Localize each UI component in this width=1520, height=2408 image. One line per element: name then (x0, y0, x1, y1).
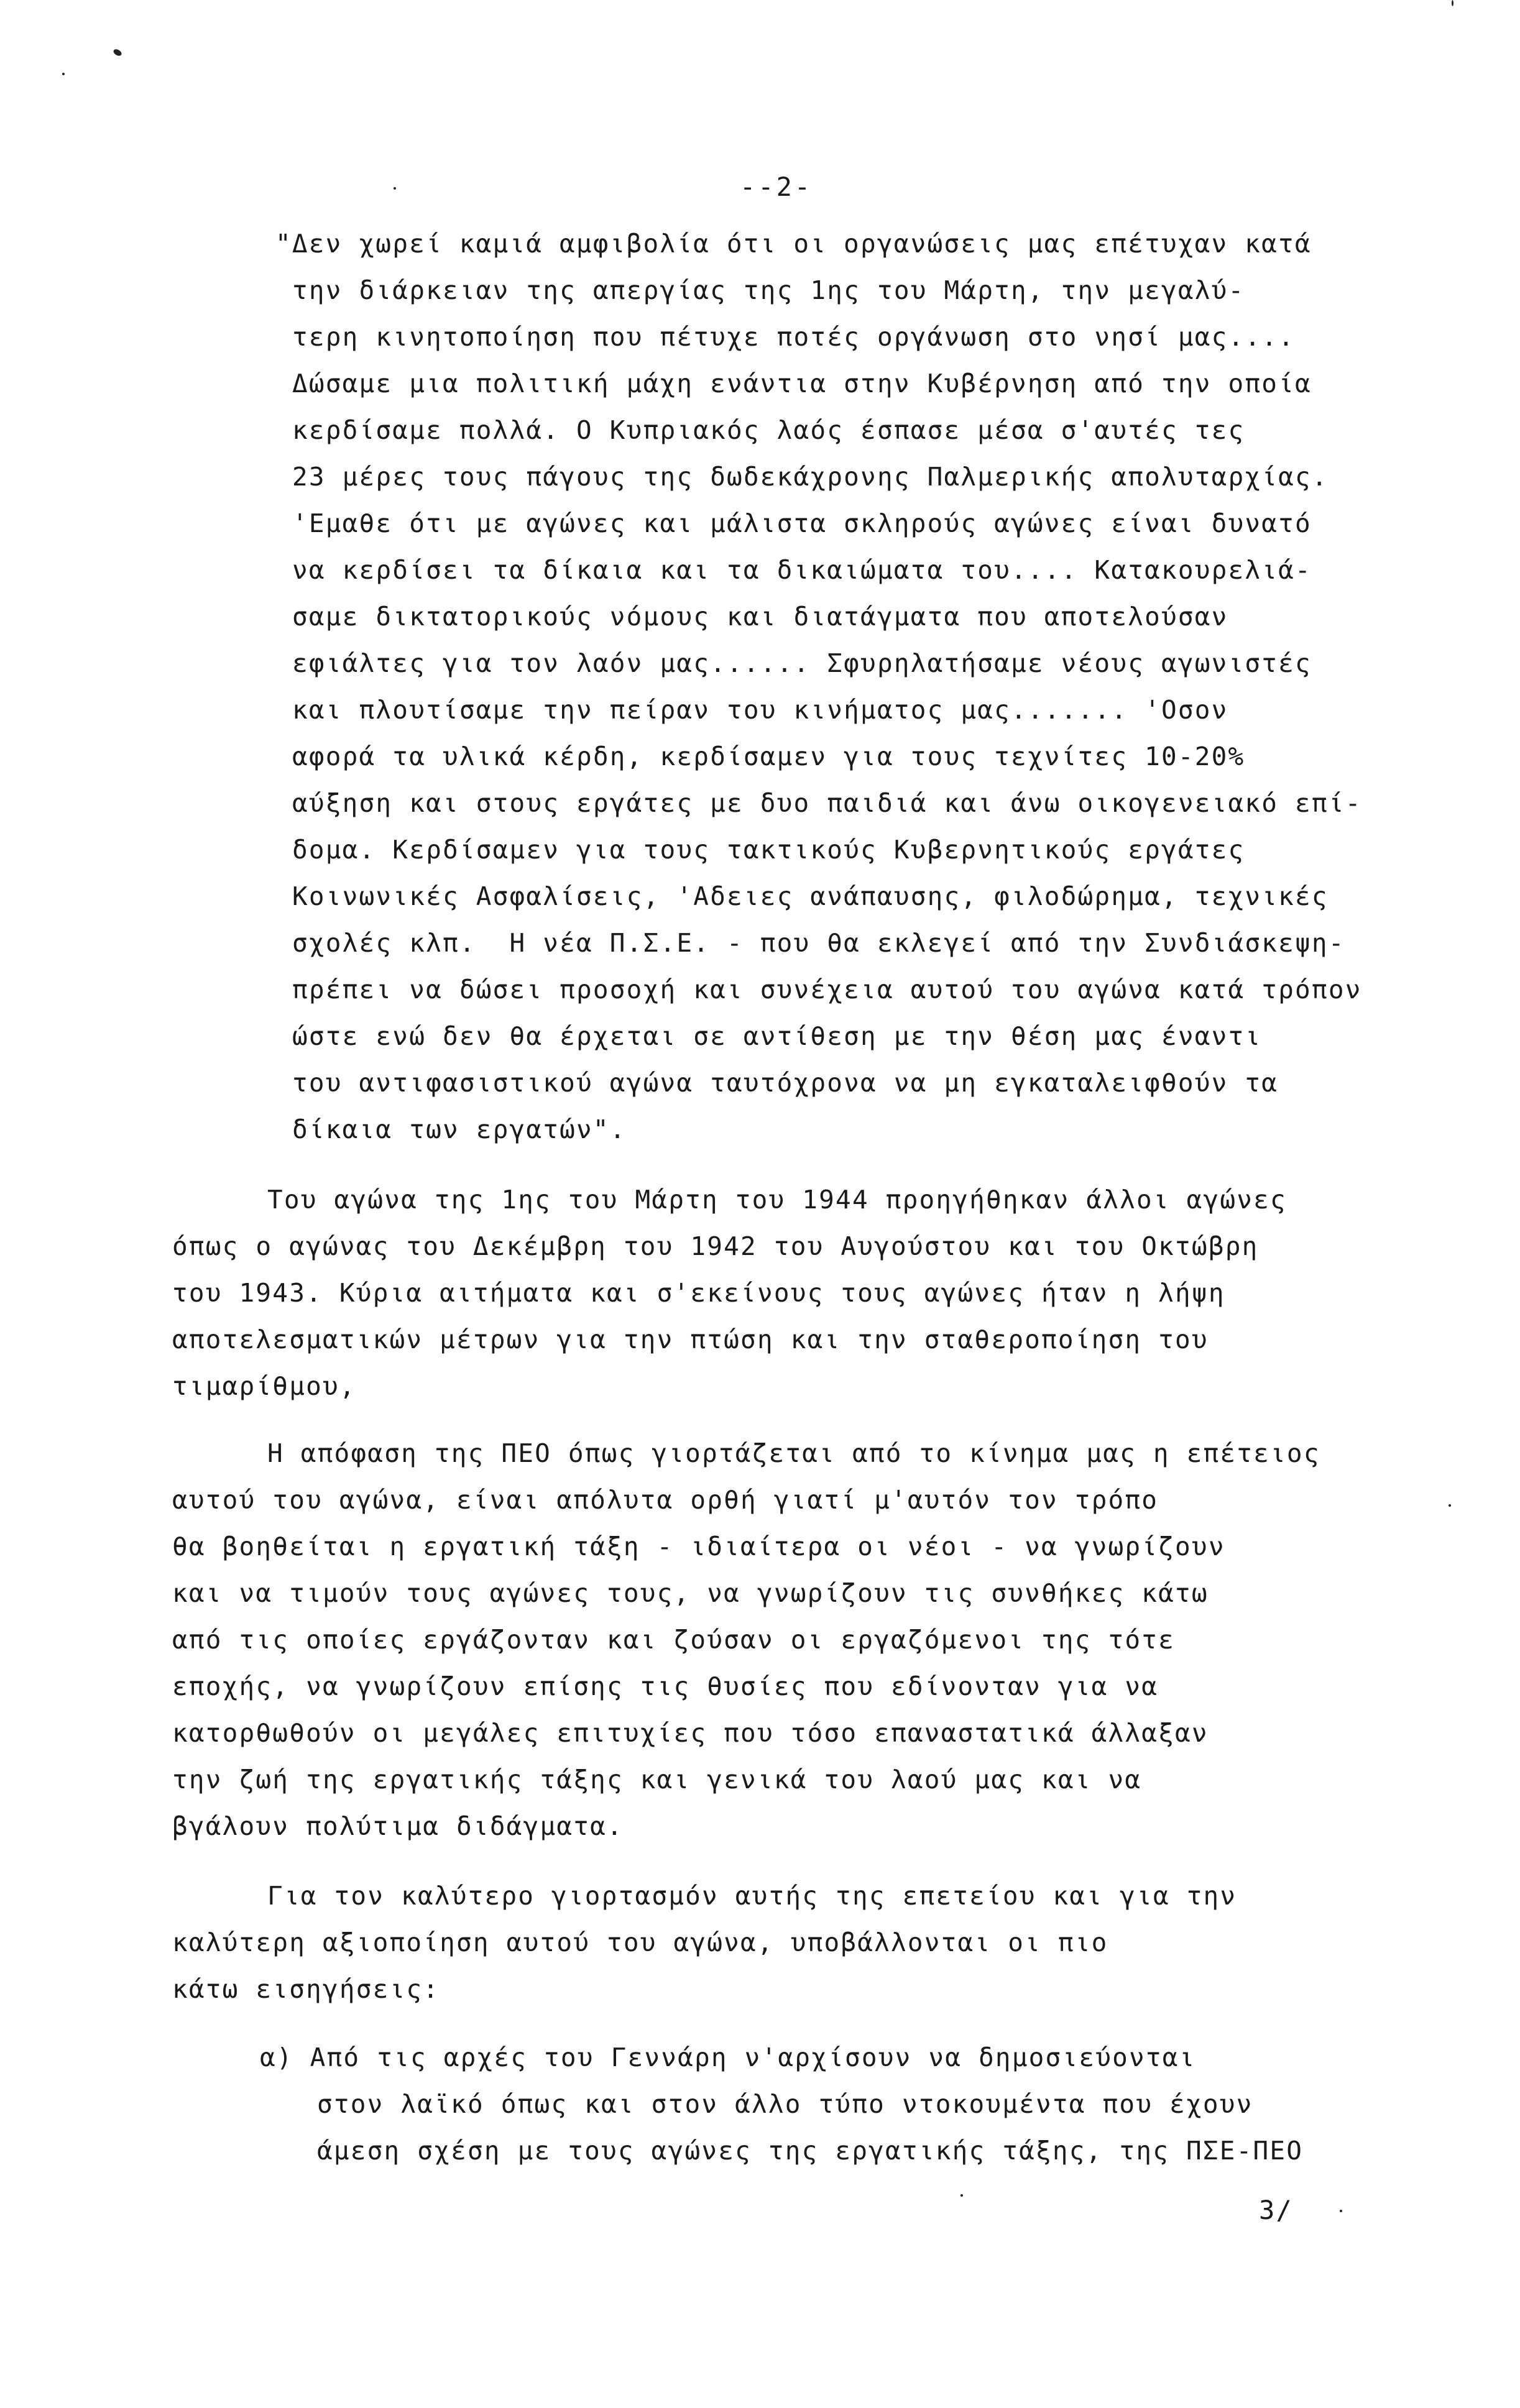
quote-line: να κερδίσει τα δίκαια και τα δικαιώματα του.... Κατακουρελιά- (292, 555, 1312, 585)
quote-line: σαμε δικτατορικούς νόμους και διατάγματα που αποτελούσαν (292, 602, 1228, 632)
paragraph-line: αυτού του αγώνα, είναι απόλυτα ορθή γιατί μ'αυτόν τον τρόπο (172, 1485, 1159, 1515)
quote-line: του αντιφασιστικού αγώνα ταυτόχρονα να μη εγκαταλειφθούν τα (292, 1068, 1279, 1098)
quote-line: πρέπει να δώσει προσοχή και συνέχεια αυτού του αγώνα κατά τρόπον (292, 975, 1362, 1004)
paragraph-line: καλύτερη αξιοποίηση αυτού του αγώνα, υποβάλλονται οι πιο (172, 1928, 1108, 1957)
scan-speck (113, 48, 123, 57)
quote-line: δίκαια των εργατών". (292, 1114, 627, 1144)
quote-line: εφιάλτες για τον λαόν μας...... Σφυρηλατήσαμε νέους αγωνιστές (292, 648, 1312, 678)
continuation-page-ref: 3/ (1259, 2195, 1293, 2225)
list-item-line: στον λαϊκό όπως και στον άλλο τύπο ντοκουμέντα που έχουν (317, 2089, 1253, 2119)
paragraph-line: τιμαρίθμου, (172, 1371, 356, 1401)
scan-speck (1449, 1504, 1451, 1507)
paragraph-line: εποχής, να γνωρίζουν επίσης τις θυσίες που εδίνονταν για να (172, 1671, 1159, 1701)
quote-line: αφορά τα υλικά κέρδη, κερδίσαμεν για τους τεχνίτες 10-20% (292, 742, 1245, 771)
paragraph-line: Του αγώνα της 1ης του Μάρτη του 1944 προηγήθηκαν άλλοι αγώνες (267, 1185, 1287, 1215)
paragraph-line: όπως ο αγώνας του Δεκέμβρη του 1942 του Αυγούστου και του Οκτώβρη (172, 1231, 1259, 1261)
quote-line: και πλουτίσαμε την πείραν του κινήματος μας....... 'Οσον (292, 695, 1228, 725)
quote-line: την διάρκειαν της απεργίας της 1ης του Μάρτη, την μεγαλύ- (292, 275, 1245, 305)
paragraph-line: Η απόφαση της ΠΕΟ όπως γιορτάζεται από το κίνημα μας η επέτειος (267, 1438, 1320, 1468)
paragraph-line: αποτελεσματικών μέτρων για την πτώση και την σταθεροποίηση του (172, 1325, 1209, 1354)
list-item-line: α) Από τις αρχές του Γεννάρη ν'αρχίσουν να δημοσιεύονται (260, 2043, 1196, 2072)
page-number: --2- (740, 172, 813, 202)
scan-speck (62, 73, 65, 75)
quote-line: Δώσαμε μια πολιτική μάχη ενάντια στην Κυβέρνηση από την οποία (292, 369, 1312, 398)
paragraph-line: κάτω εισηγήσεις: (172, 1974, 440, 2004)
list-item-line: άμεση σχέση με τους αγώνες της εργατικής τάξης, της ΠΣΕ-ΠΕΟ (317, 2136, 1304, 2166)
quote-line: σχολές κλπ. Η νέα Π.Σ.Ε. - που θα εκλεγεί από την Συνδιάσκεψη- (292, 928, 1345, 958)
paragraph-line: θα βοηθείται η εργατική τάξη - ιδιαίτερα οι νέοι - να γνωρίζουν (172, 1532, 1225, 1561)
quote-line: 'Εμαθε ότι με αγώνες και μάλιστα σκληρούς αγώνες είναι δυνατό (292, 508, 1312, 538)
quote-line: ώστε ενώ δεν θα έρχεται σε αντίθεση με την θέση μας έναντι (292, 1021, 1262, 1051)
paragraph-line: κατορθωθούν οι μεγάλες επιτυχίες που τόσο επαναστατικά άλλαξαν (172, 1718, 1209, 1748)
paragraph-line: και να τιμούν τους αγώνες τους, να γνωρίζουν τις συνθήκες κάτω (172, 1578, 1209, 1608)
quote-line: 23 μέρες τους πάγους της δωδεκάχρονης Παλμερικής απολυταρχίας. (292, 462, 1329, 492)
scan-speck (1340, 2210, 1342, 2212)
quote-line: δομα. Κερδίσαμεν για τους τακτικούς Κυβερνητικούς εργάτες (292, 835, 1245, 865)
scan-speck (394, 187, 396, 190)
paragraph-line: του 1943. Κύρια αιτήματα και σ'εκείνους τους αγώνες ήταν η λήψη (172, 1278, 1225, 1308)
scan-speck (1452, 0, 1453, 6)
paragraph-line: την ζωή της εργατικής τάξης και γενικά του λαού μας και να (172, 1765, 1142, 1795)
quote-line: "Δεν χωρεί καμιά αμφιβολία ότι οι οργανώσεις μας επέτυχαν κατά (275, 229, 1312, 259)
scan-speck (960, 2194, 963, 2197)
paragraph-line: Για τον καλύτερο γιορτασμόν αυτής της επετείου και για την (267, 1881, 1237, 1911)
paragraph-line: από τις οποίες εργάζονταν και ζούσαν οι εργαζόμενοι της τότε (172, 1625, 1176, 1655)
quote-line: τερη κινητοποίηση που πέτυχε ποτές οργάνωση στο νησί μας.... (292, 322, 1296, 352)
quote-line: αύξηση και στους εργάτες με δυο παιδιά και άνω οικογενειακό επί- (292, 788, 1362, 818)
paragraph-line: βγάλουν πολύτιμα διδάγματα. (172, 1811, 624, 1841)
quote-line: Κοινωνικές Ασφαλίσεις, 'Αδειες ανάπαυσης, φιλοδώρημα, τεχνικές (292, 881, 1329, 911)
quote-line: κερδίσαμε πολλά. Ο Κυπριακός λαός έσπασε μέσα σ'αυτές τες (292, 415, 1245, 445)
